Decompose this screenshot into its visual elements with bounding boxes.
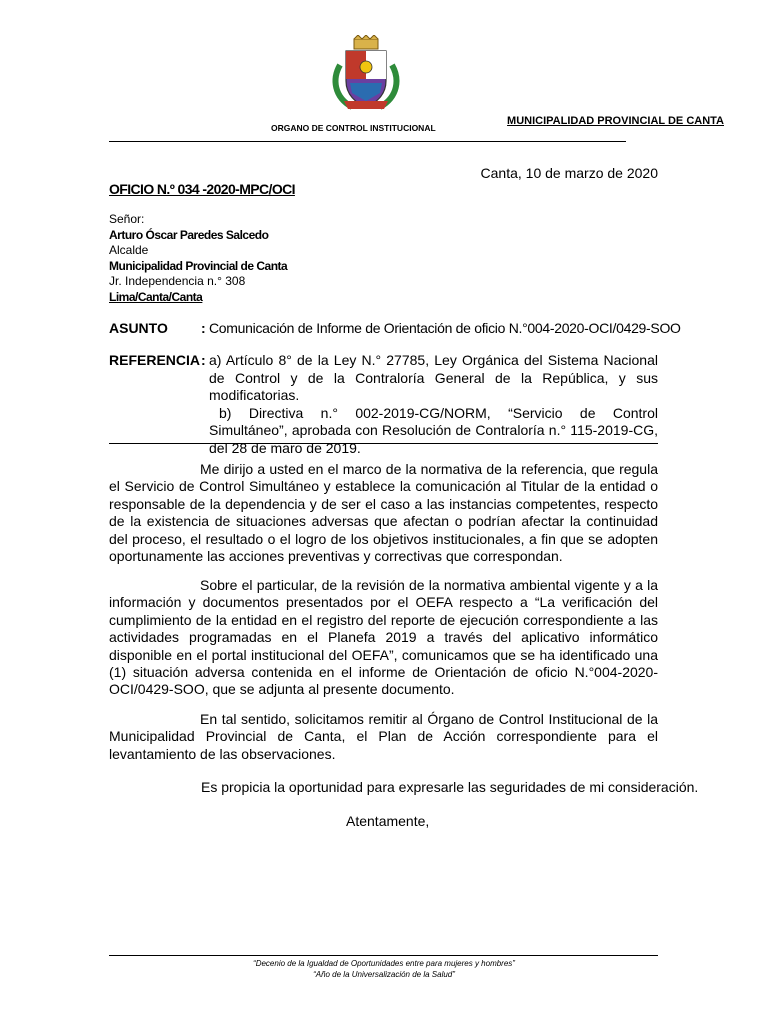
recipient-entity: Municipalidad Provincial de Canta [109,258,288,273]
reference-label: REFERENCIA [109,352,201,368]
subject-colon: : [201,320,206,336]
body-paragraph: En tal sentido, solicitamos remitir al Órgano de Control Institucional de la Municipalidad Provincial de Canta, el Plan de Acción correspondiente para el levantamiento de las observaciones. [109,711,658,762]
reference-colon: : [201,352,206,368]
recipient-location: Lima/Canta/Canta [109,289,203,304]
recipient-title: Alcalde [109,243,149,257]
footer-motto: “Decenio de la Igualdad de Oportunidades entre para mujeres y hombres” [253,959,515,968]
recipient-name: Arturo Óscar Paredes Salcedo [109,227,269,242]
subject-text: Comunicación de Informe de Orientación de oficio N.°004-2020-OCI/0429-SOO [209,320,681,336]
reference-item: b) Directiva n.° 002-2019-CG/NORM, “Servicio de Control Simultáneo”, aprobada con Resolución de Contraloría n.° 115-2019-CG, del 28 de maro de 2019. [209,404,658,456]
reference-item: a) Artículo 8° de la Ley N.° 27785, Ley Orgánica del Sistema Nacional de Control y de la Contraloría General de la República, y sus modificatorias. [209,352,658,403]
letter-date: Canta, 10 de marzo de 2020 [480,165,658,181]
subject-label: ASUNTO [109,320,168,336]
sign-off: Atentamente, [346,813,430,829]
closing-line: Es propicia la oportunidad para expresarle las seguridades de mi consideración. [201,779,699,795]
salutation: Señor: [109,212,145,226]
institution-name: MUNICIPALIDAD PROVINCIAL DE CANTA [507,115,724,127]
footer-divider [109,955,658,956]
body-paragraph: Sobre el particular, de la revisión de la normativa ambiental vigente y a la información y documentos presentados por el OEFA respecto a “La verificación del cumplimiento de la entidad en el registro del reporte de ejecución correspondiente a las actividades programadas en el Planefa 2019 a través del aplicativo informático disponible en el portal institucional del OEFA”, comunicamos que se ha identificado una (1) situación adversa contenida en el informe de Orientación de oficio N.°004-2020-OCI/0429-SOO, que se adjunta al presente documento. [109,577,658,698]
municipal-crest-icon [330,35,402,113]
recipient-block [109,212,287,305]
unit-name: ORGANO DE CONTROL INSTITUCIONAL [271,123,436,133]
recipient-address: Jr. Independencia n.° 308 [109,274,246,288]
reference-list [209,352,658,457]
header-divider [109,141,626,142]
body-paragraph: Me dirijo a usted en el marco de la normativa de la referencia, que regula el Servicio de Control Simultáneo y establece la comunicación al Titular de la entidad o responsable de la dependencia y de ser el caso a las instancias competentes, respecto de la existencia de situaciones adversas que afectan o podrían afectar la continuidad del proceso, el resultado o el logro de los objetivos institucionales, a fin que se adopten oportunamente las acciones preventivas y correctivas que correspondan. [109,461,658,565]
section-divider [109,443,658,444]
letter-reference-number: OFICIO N.º 034 -2020-MPC/OCI [109,181,295,197]
footer-year-name: “Año de la Universalización de la Salud” [313,970,455,979]
